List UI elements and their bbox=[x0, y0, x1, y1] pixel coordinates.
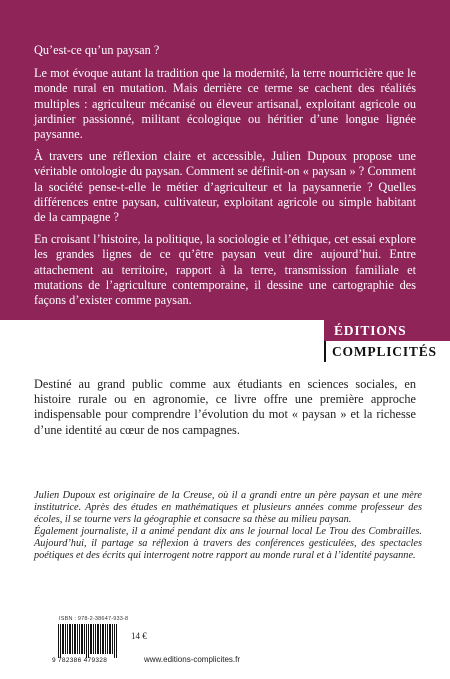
barcode-image bbox=[57, 624, 119, 658]
isbn-label: ISBN : 978-2-38647-933-8 bbox=[59, 616, 129, 622]
author-bio-paragraph-1: Julien Dupoux est originaire de la Creuse, où il a grandi entre un père paysan et une mère institutrice. Après des études en mathématiques et plusieurs années comme professeur des écoles, il se tourne vers la géographie et consacre sa thèse au milieu paysan. bbox=[34, 490, 422, 525]
opening-question: Qu’est-ce qu’un paysan ? bbox=[34, 43, 160, 57]
author-bio-paragraph-2: Également journaliste, il a animé pendant dix ans le journal local Le Trou des Combrailles. Aujourd’hui, il partage sa réflexion à travers des conférences gesticulées, des spectacles poétiques et des écrits qui interrogent notre rapport au monde rural et à l’identité paysanne. bbox=[34, 526, 422, 561]
publisher-logo bbox=[324, 319, 450, 362]
summary-paragraph-2: À travers une réflexion claire et accessible, Julien Dupoux propose une véritable ontologie du paysan. Comment se définit-on « paysan » ? Comment la société pense-t-elle le métier d’agriculteur et la paysannerie ? Quelles différences entre paysan, cultivateur, exploitant agricole ou simple habitant de la campagne ? bbox=[34, 149, 416, 225]
summary-paragraph-1: Le mot évoque autant la tradition que la modernité, la terre nourricière que le monde rural en mutation. Mais derrière ce terme se cachent des réalités multiples : agriculteur mécanisé ou éleveur artisanal, exploitant agricole ou jardinier passionné, militant écologique ou héritier d’une longue lignée paysanne. bbox=[34, 66, 416, 142]
summary-text bbox=[34, 43, 416, 315]
price: 14 € bbox=[131, 631, 147, 641]
audience-paragraph: Destiné au grand public comme aux étudiants en sciences sociales, en histoire rurale ou en agronomie, ce livre offre une première approche indispensable pour comprendre l’évolution du mot « paysan » et la richesse d’une identité au cœur de nos campagnes. bbox=[34, 377, 416, 437]
publisher-website: www.editions-complicites.fr bbox=[144, 655, 241, 664]
audience-text bbox=[34, 377, 416, 438]
publisher-logo-line-2: COMPLICITÉS bbox=[324, 341, 450, 362]
author-bio bbox=[34, 490, 422, 562]
summary-paragraph-3: En croisant l’histoire, la politique, la sociologie et l’éthique, cet essai explore les grandes lignes de ce qu’être paysan veut dire aujourd’hui. Entre attachement au territoire, rapport à la terre, transmission familiale et mutations de l’agriculture contemporaine, il dessine une cartographie des façons d’exister comme paysan. bbox=[34, 232, 416, 308]
publisher-logo-line-1: ÉDITIONS bbox=[324, 319, 450, 341]
barcode-digits: 9 782386 479328 bbox=[52, 657, 108, 664]
back-cover-top-panel bbox=[0, 0, 450, 320]
